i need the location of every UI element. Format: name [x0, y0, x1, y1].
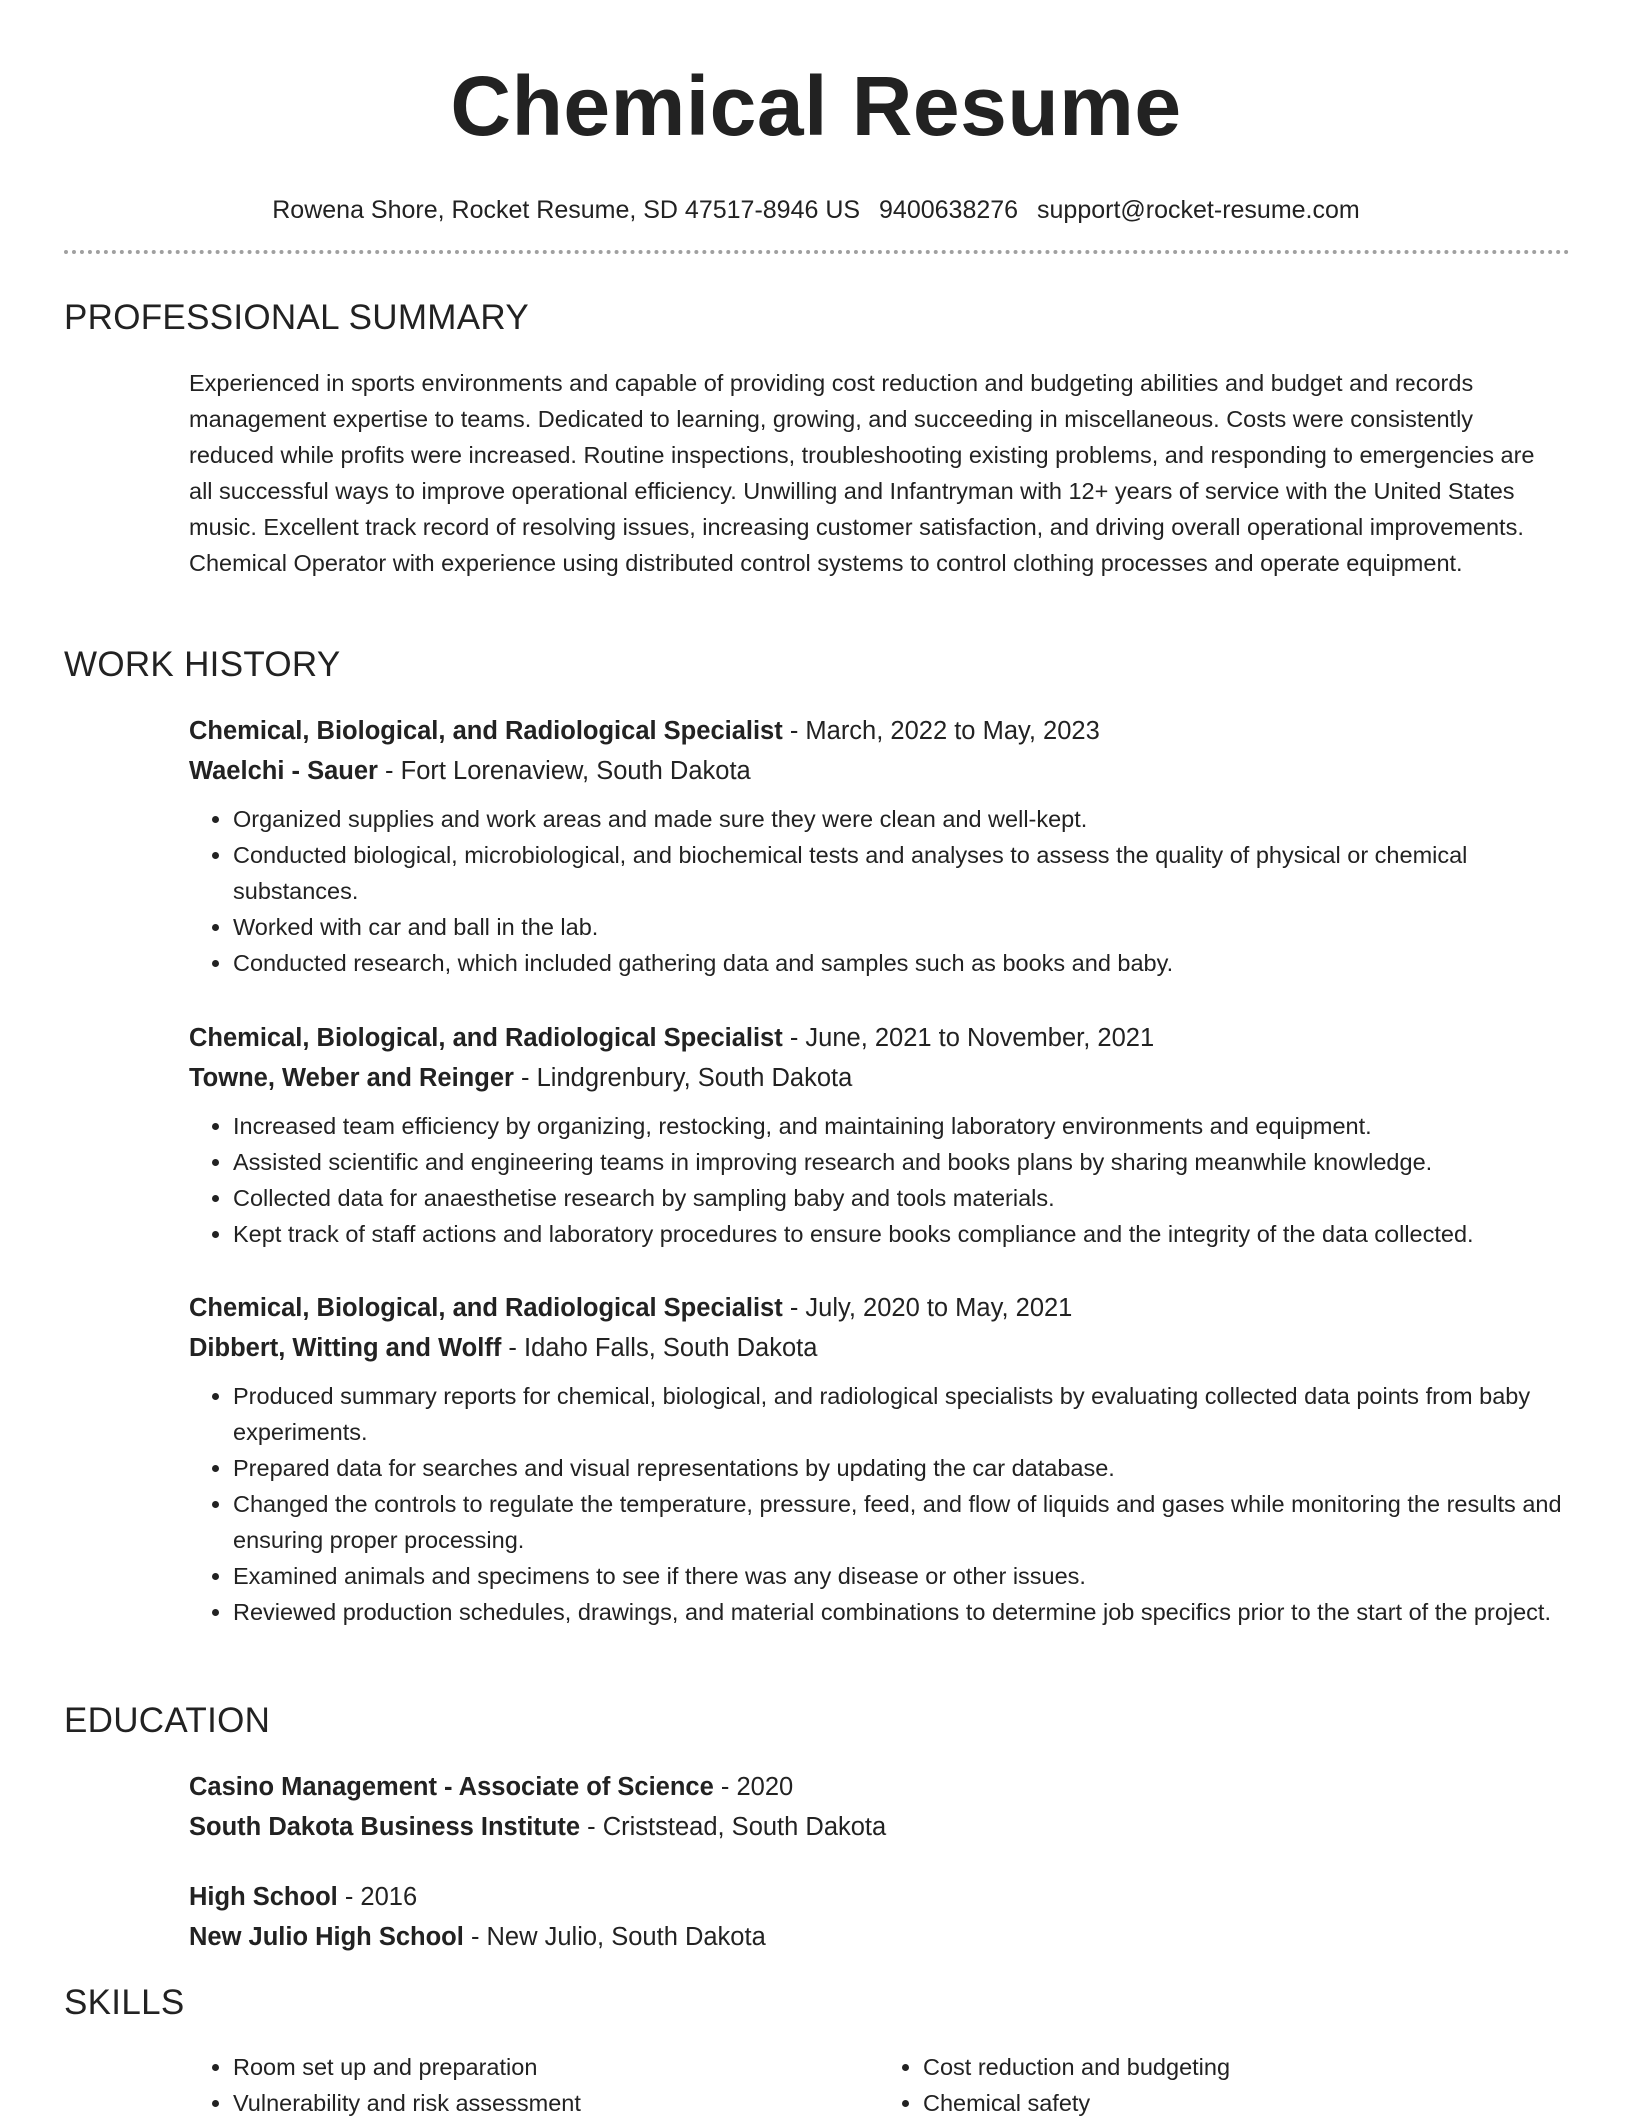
job-title-line [189, 711, 1569, 751]
education-school-line [189, 1807, 1569, 1847]
job-dates: - July, 2020 to May, 2021 [782, 1294, 1073, 1322]
skill-item: • Room set up and preparation [233, 2049, 879, 2085]
job-bullet: • Prepared data for searches and visual representations by updating the car database. [233, 1450, 1569, 1486]
contact-line [0, 196, 1632, 225]
job-location: - Lindgrenbury, South Dakota [513, 1064, 853, 1092]
job-title: Chemical, Biological, and Radiological Specialist [189, 717, 783, 745]
job-bullet: • Assisted scientific and engineering teams in improving research and books plans by sharing meanwhile knowledge. [233, 1144, 1569, 1180]
job-bullet: • Worked with car and ball in the lab. [233, 909, 1569, 945]
job-company: Waelchi - Sauer [189, 757, 378, 785]
job-dates: - March, 2022 to May, 2023 [782, 717, 1100, 745]
education-entry [189, 1767, 1569, 1847]
job-bullet: • Changed the controls to regulate the temperature, pressure, feed, and flow of liquids and gases while monitoring the results and ensuring proper processing. [233, 1486, 1569, 1558]
education-location: - Criststead, South Dakota [580, 1813, 887, 1841]
education-school: South Dakota Business Institute [189, 1813, 581, 1841]
job-title: Chemical, Biological, and Radiological Specialist [189, 1024, 783, 1052]
skills-list [189, 2049, 1569, 2121]
contact-address: Rowena Shore, Rocket Resume, SD 47517-8946 US [272, 196, 861, 224]
contact-email: support@rocket-resume.com [1037, 196, 1360, 224]
education-year: - 2016 [337, 1883, 418, 1911]
job-dates: - June, 2021 to November, 2021 [782, 1024, 1155, 1052]
job-entry [189, 1288, 1569, 1630]
job-bullet: • Conducted biological, microbiological, and biochemical tests and analyses to assess the quality of physical or chemical substances. [233, 837, 1569, 909]
job-company-line [189, 1328, 1569, 1368]
job-entry [189, 1018, 1569, 1252]
job-bullets [189, 801, 1569, 981]
job-bullet: • Conducted research, which included gathering data and samples such as books and baby. [233, 945, 1569, 981]
job-bullet: • Examined animals and specimens to see if there was any disease or other issues. [233, 1558, 1569, 1594]
job-bullets [189, 1108, 1569, 1252]
education-school-line [189, 1917, 1569, 1957]
education-heading: EDUCATION [64, 1701, 271, 1740]
job-title: Chemical, Biological, and Radiological Specialist [189, 1294, 783, 1322]
job-title-line [189, 1018, 1569, 1058]
header-divider [64, 250, 1570, 254]
education-year: - 2020 [713, 1773, 794, 1801]
education-degree-line [189, 1877, 1569, 1917]
education-degree: High School [189, 1883, 338, 1911]
skill-item: • Chemical safety [923, 2085, 1569, 2121]
job-company: Dibbert, Witting and Wolff [189, 1334, 502, 1362]
job-location: - Fort Lorenaview, South Dakota [377, 757, 751, 785]
skills-column-right [879, 2049, 1569, 2121]
work-history-heading: WORK HISTORY [64, 645, 341, 684]
education-degree-line [189, 1767, 1569, 1807]
summary-text: Experienced in sports environments and capable of providing cost reduction and budgeting abilities and budget and records management expertise to teams. Dedicated to learning, growing, and succeeding in miscellaneous. Costs were consistently reduced while profits were increased. Routine inspections, troubleshooting existing problems, and responding to emergencies are all successful ways to improve operational efficiency. Unwilling and Infantryman with 12+ years of service with the United States music. Excellent track record of resolving issues, increasing customer satisfaction, and driving overall operational improvements. Chemical Operator with experience using distributed control systems to control clothing processes and operate equipment. [189, 370, 1535, 576]
skills-heading: SKILLS [64, 1983, 185, 2022]
skill-item: • Vulnerability and risk assessment [233, 2085, 879, 2121]
job-company-line [189, 751, 1569, 791]
job-bullet: • Collected data for anaesthetise research by sampling baby and tools materials. [233, 1180, 1569, 1216]
skills-column-left [189, 2049, 879, 2121]
job-company-line [189, 1058, 1569, 1098]
job-bullets [189, 1378, 1569, 1630]
education-location: - New Julio, South Dakota [463, 1923, 766, 1951]
education-school: New Julio High School [189, 1923, 464, 1951]
summary-heading: PROFESSIONAL SUMMARY [64, 298, 529, 337]
education-degree: Casino Management - Associate of Science [189, 1773, 714, 1801]
job-entry [189, 711, 1569, 981]
job-bullet: • Organized supplies and work areas and made sure they were clean and well-kept. [233, 801, 1569, 837]
job-location: - Idaho Falls, South Dakota [501, 1334, 818, 1362]
resume-title: Chemical Resume [450, 59, 1182, 153]
contact-phone: 9400638276 [879, 196, 1019, 224]
education-entry [189, 1877, 1569, 1957]
job-bullet: • Produced summary reports for chemical, biological, and radiological specialists by evaluating collected data points from baby experiments. [233, 1378, 1569, 1450]
summary-section [189, 365, 1564, 581]
job-bullet: • Reviewed production schedules, drawings, and material combinations to determine job specifics prior to the start of the project. [233, 1594, 1569, 1630]
job-bullet: • Increased team efficiency by organizing, restocking, and maintaining laboratory environments and equipment. [233, 1108, 1569, 1144]
skill-item: • Cost reduction and budgeting [923, 2049, 1569, 2085]
job-bullet: • Kept track of staff actions and laboratory procedures to ensure books compliance and the integrity of the data collected. [233, 1216, 1569, 1252]
job-company: Towne, Weber and Reinger [189, 1064, 514, 1092]
job-title-line [189, 1288, 1569, 1328]
